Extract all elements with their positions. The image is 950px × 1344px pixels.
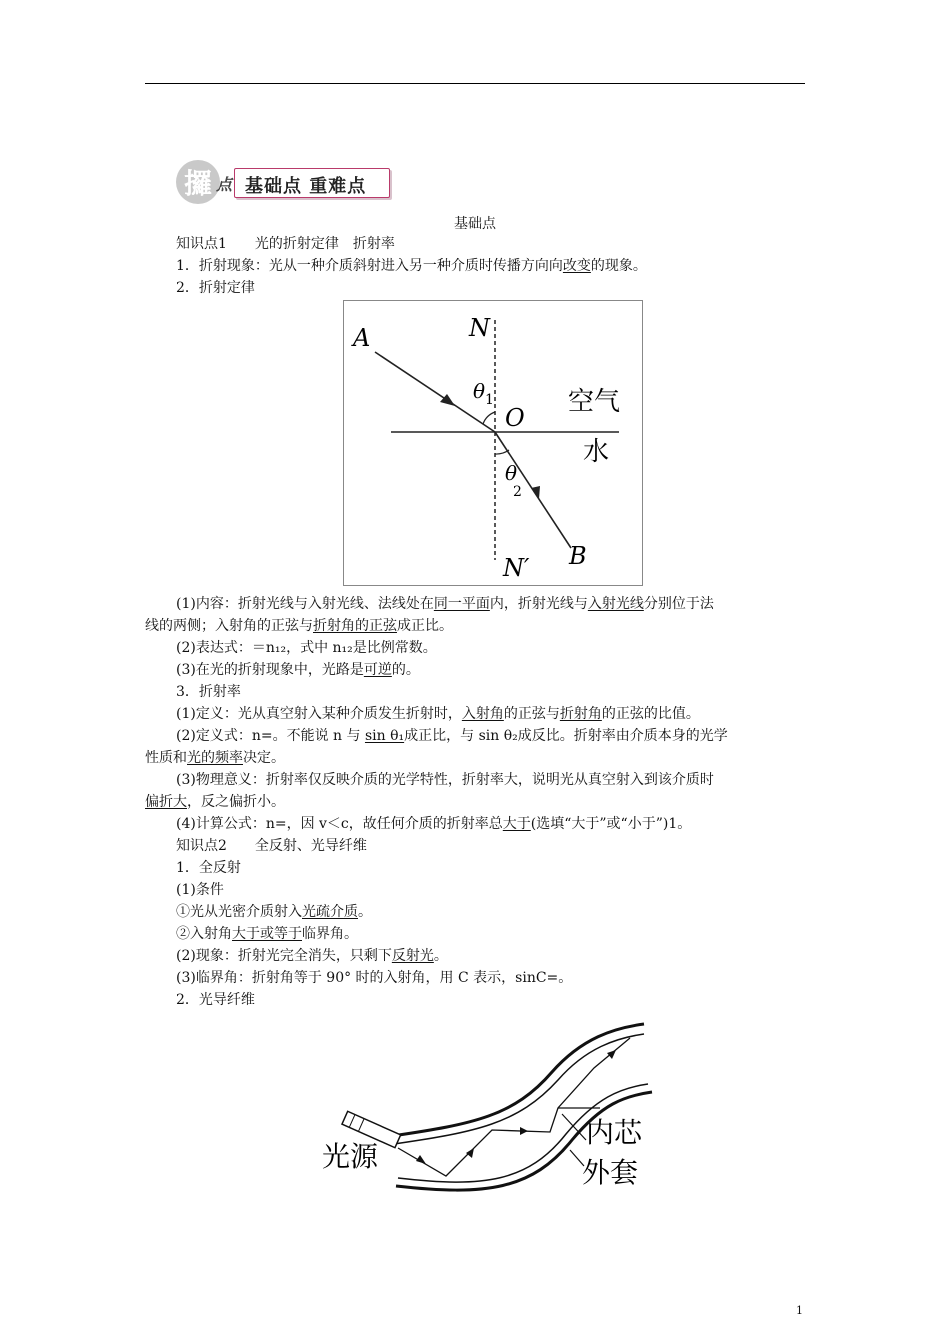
index-definition: (1)定义：光从真空射入某种介质发生折射时，入射角的正弦与折射角的正弦的比值。 — [176, 706, 700, 722]
header-rule — [145, 83, 805, 84]
label-b: B — [569, 542, 587, 570]
kp1-heading: 知识点1 光的折射定律 折射率 — [176, 236, 395, 252]
tir-condition-b: ②入射角大于或等于临界角。 — [176, 926, 358, 942]
label-theta1-sub: 1 — [485, 392, 494, 408]
kp2-item2: 2．光导纤维 — [176, 992, 255, 1008]
label-n-prime: N′ — [503, 554, 530, 582]
incident-arrow-icon — [440, 394, 455, 406]
kp2-item1: 1．全反射 — [176, 860, 241, 876]
banner-title: 基础点 重难点 — [245, 176, 367, 197]
law-expression: (2)表达式：＝n₁₂，式中 n₁₂是比例常数。 — [176, 640, 437, 656]
light-arrow-1-icon — [416, 1155, 426, 1164]
label-light-source: 光源 — [322, 1140, 379, 1173]
label-a: A — [353, 324, 371, 352]
light-arrow-3-icon — [520, 1127, 528, 1135]
label-air: 空气 — [568, 387, 621, 417]
law-content-line2: 线的两侧；入射角的正弦与折射角的正弦成正比。 — [145, 618, 453, 634]
kp1-item2: 2．折射定律 — [176, 280, 255, 296]
index-calc: (4)计算公式：n=，因 v＜c，故任何介质的折射率总大于(选填“大于”或“小于”)1。 — [176, 816, 692, 832]
label-o: O — [505, 404, 525, 432]
kp1-item3: 3．折射率 — [176, 684, 241, 700]
index-meaning-line2: 偏折大，反之偏折小。 — [145, 794, 285, 810]
law-content-line1: (1)内容：折射光线与入射光线、法线处在同一平面内，折射光线与入射光线分别位于法 — [176, 596, 714, 612]
index-formula-line1: (2)定义式：n=。不能说 n 与 sin θ₁成正比，与 sin θ₂成反比。折射率由介质本身的光学 — [176, 728, 728, 744]
section-heading: 基础点 — [454, 216, 496, 232]
label-core: 内芯 — [586, 1116, 643, 1149]
optical-fiber-diagram — [314, 1006, 670, 1208]
label-theta2: θ — [505, 461, 518, 485]
theta1-arc — [483, 412, 495, 424]
banner-badge-icon: 攞 — [176, 160, 220, 204]
section-banner — [176, 160, 392, 204]
page-number: 1 — [796, 1304, 803, 1317]
kp2-heading: 知识点2 全反射、光导纤维 — [176, 838, 367, 854]
label-cladding: 外套 — [582, 1156, 639, 1189]
banner-title-box — [234, 168, 390, 198]
refracted-arrow-icon — [531, 486, 540, 499]
index-formula-line2: 性质和光的频率决定。 — [145, 750, 285, 766]
tir-phenomenon: (2)现象：折射光完全消失，只剩下反射光。 — [176, 948, 448, 964]
kp1-item1: 1．折射现象：光从一种介质斜射进入另一种介质时传播方向向改变的现象。 — [176, 258, 647, 274]
tir-condition-a: ①光从光密介质射入光疏介质。 — [176, 904, 372, 920]
light-arrow-2-icon — [466, 1148, 474, 1158]
label-theta1: θ — [473, 379, 486, 403]
light-arrow-4-icon — [607, 1050, 616, 1059]
tir-condition: (1)条件 — [176, 882, 224, 898]
label-n: N — [469, 314, 490, 342]
label-water: 水 — [583, 437, 610, 467]
refraction-diagram — [343, 300, 643, 586]
banner-badge-sub: 点 — [216, 175, 233, 194]
tir-critical-angle: (3)临界角：折射角等于 90° 时的入射角，用 C 表示，sinC=。 — [176, 970, 573, 986]
label-theta2-sub: 2 — [513, 484, 522, 500]
index-meaning-line1: (3)物理意义：折射率仅反映介质的光学特性，折射率大，说明光从真空射入到该介质时 — [176, 772, 714, 788]
law-reversible: (3)在光的折射现象中，光路是可逆的。 — [176, 662, 420, 678]
